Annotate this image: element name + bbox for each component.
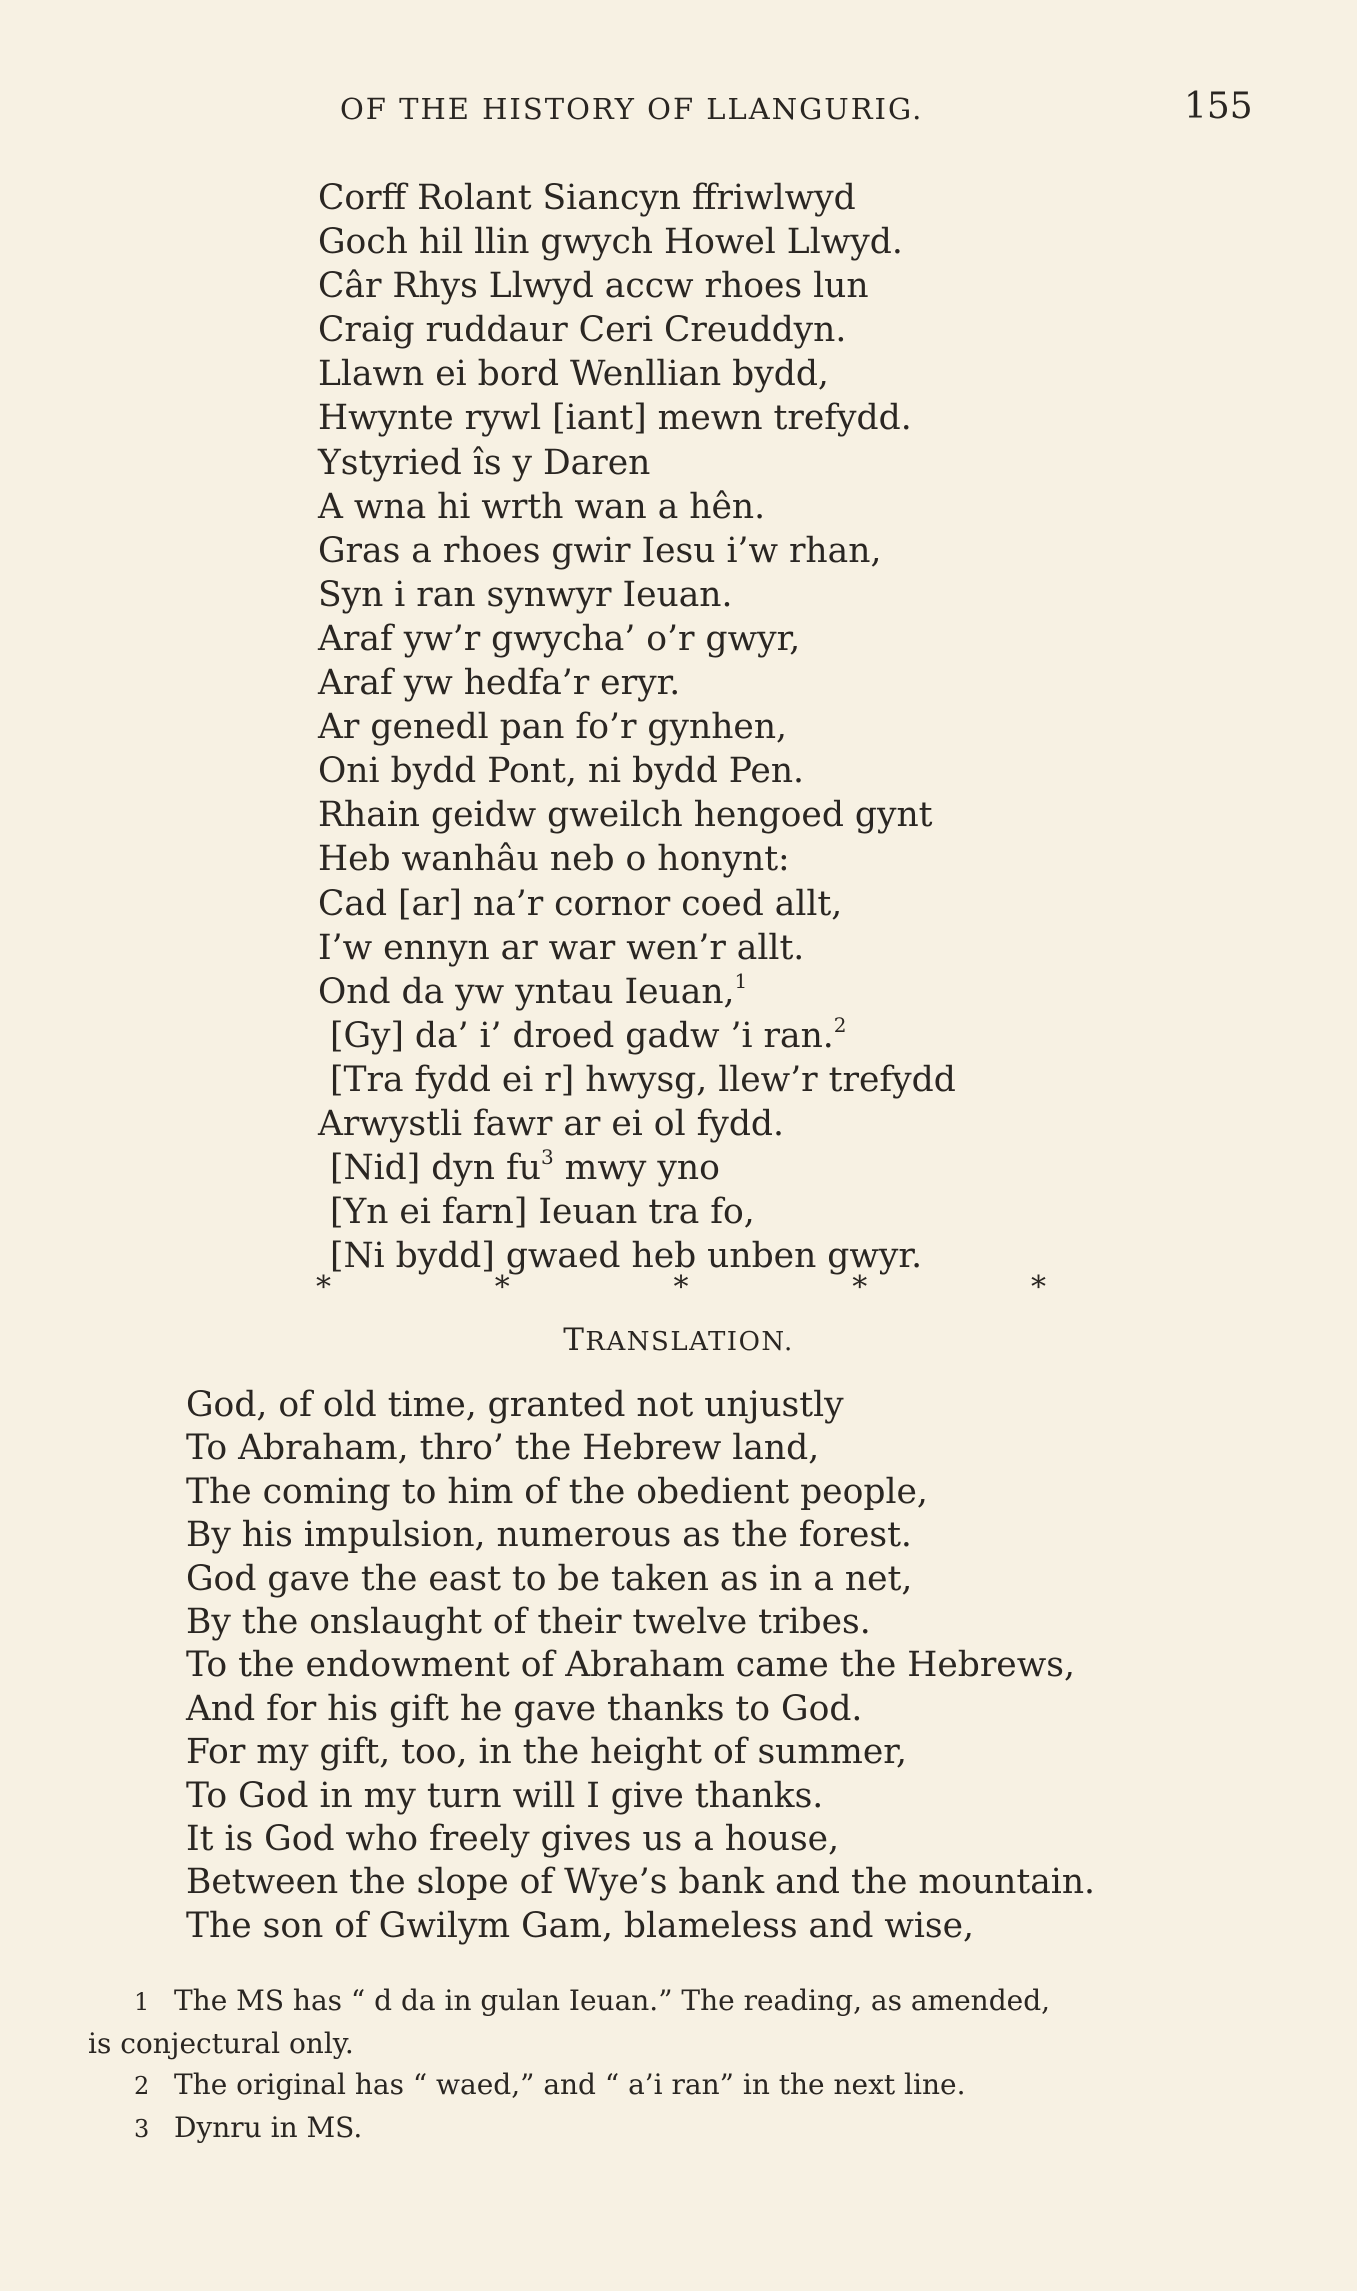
verse-line: I’w ennyn ar war wen’r allt. [318,927,805,968]
footnote-text: The MS has “ d da in gulan Ieuan.” The reading, as amended, [174,1984,1051,2017]
translation-line: The coming to him of the obedient people, [186,1471,928,1512]
verse-line: Gras a rhoes gwir Iesu i’w rhan, [318,530,882,571]
welsh-verse [318,176,956,1278]
footnote-continuation: is conjectural only. [88,2027,354,2060]
translation-line: God, of old time, granted not unjustly [186,1385,844,1425]
verse-line: Heb wanhâu neb o honynt: [318,839,790,880]
verse-line: A wna hi wrth wan a hên. [318,486,766,527]
footnote-number: 2 [134,2072,150,2100]
footnote-number: 3 [134,2115,150,2143]
translation-line: To the endowment of Abraham came the Hebrews, [186,1645,1075,1686]
verse-line: Câr Rhys Llwyd accw rhoes lun [318,266,869,307]
translation-line: To God in my turn will I give thanks. [186,1775,824,1816]
verse-line: Araf yw’r gwycha’ o’r gwyr, [318,618,801,659]
running-head: OF THE HISTORY OF LLANGURIG. [340,92,924,126]
footnote [88,1980,1268,2023]
footnote-ref: 1 [734,968,748,993]
footnote [88,2064,1268,2107]
asterisk: * [1031,1270,1046,1305]
translation-verse [186,1384,1095,1948]
verse-line: [Ni bydd] gwaed heb unben gwyr. [330,1236,923,1277]
footnote-ref: 2 [833,1012,847,1037]
translation-line: And for his gift he gave thanks to God. [186,1688,863,1729]
verse-line: Rhain geidw gweilch hengoed gynt [318,795,933,836]
verse-line: Ar genedl pan fo’r gynhen, [318,707,788,748]
verse-line: Arwystli fawr ar ei ol fydd. [318,1103,784,1144]
verse-line: Craig ruddaur Ceri Creuddyn. [318,310,847,351]
verse-line: [Nid] dyn $fu^3$ mwy yno [330,1145,720,1189]
asterisk: * [316,1270,331,1305]
footnote-ref: 3 [540,1145,554,1170]
asterisk: * [673,1270,689,1305]
asterisk: * [852,1270,868,1305]
translation-line: By his impulsion, numerous as the forest. [186,1515,912,1556]
verse-line: Hwynte rywl [iant] mewn trefydd. [318,398,912,439]
footnote-text: The original has “ waed,” and “ a’i ran” in the next line. [174,2068,966,2101]
verse-line: Corff Rolant Siancyn ffriwlwyd [318,178,856,218]
translation-line: It is God who freely gives us a house, [186,1818,840,1859]
section-break-asterisks [316,1270,1046,1305]
verse-line: Syn i ran synwyr Ieuan. [318,574,733,615]
verse-line: [Yn ei farn] Ieuan tra fo, [330,1192,755,1233]
verse-line: Goch hil llin gwych Howel Llwyd. [318,222,903,263]
translation-line: By the onslaught of their twelve tribes. [186,1601,871,1642]
verse-line: [Gy] da’ i’ droed gadw ’i ran.$^2$ [330,1012,847,1056]
translation-line: Between the slope of Wye’s bank and the mountain. [186,1862,1096,1903]
translation-line: To Abraham, thro’ the Hebrew land, [186,1428,820,1469]
verse-line: [Tra fydd ei r] hwysg, llew’r trefydd [330,1059,956,1100]
section-heading: TRANSLATION. [563,1322,794,1358]
footnote [88,2107,1268,2150]
verse-line: Oni bydd Pont, ni bydd Pen. [318,751,805,792]
footnote-text: Dynru in MS. [174,2111,363,2144]
verse-line: Ystyried îs y Daren [318,442,651,483]
translation-line: The son of Gwilym Gam, blameless and wise, [186,1905,975,1946]
verse-line: Ond da yw yntau Ieuan,$^1$ [318,968,748,1012]
footnote-number: 1 [134,1988,150,2016]
translation-line: For my gift, too, in the height of summer, [186,1732,907,1773]
verse-line: Cad [ar] na’r cornor coed allt, [318,883,843,924]
verse-line: Llawn ei bord Wenllian bydd, [318,354,829,395]
verse-line: Araf yw hedfa’r eryr. [318,663,681,704]
asterisk: * [494,1270,510,1305]
page-number: 155 [1184,86,1253,127]
footnotes [88,1980,1268,2150]
translation-line: God gave the east to be taken as in a net, [186,1558,913,1599]
